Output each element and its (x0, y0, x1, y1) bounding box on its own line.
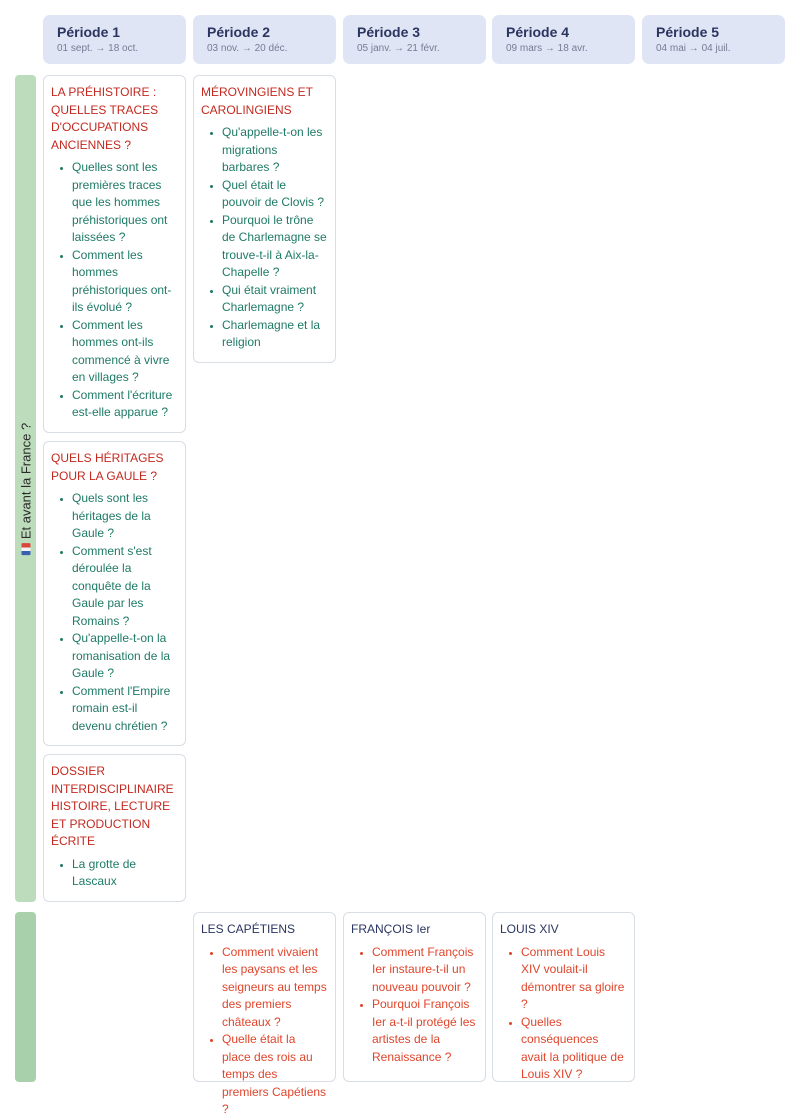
question-item[interactable]: • Qu'appelle-t-on la romanisation de la Gaule ? (72, 630, 177, 683)
question-item[interactable]: • Quels sont les héritages de la Gaule ? (72, 490, 177, 543)
question-list (51, 856, 177, 891)
question-item[interactable]: • Comment Louis XIV voulait-il démontrer sa gloire ? (521, 944, 626, 1014)
question-item[interactable]: • Comment s'est déroulée la conquête de la Gaule par les Romains ? (72, 543, 177, 631)
card-title: FRANÇOIS Ier (351, 922, 431, 936)
period-name: Période 4 (506, 24, 570, 40)
card-title: MÉROVINGIENS ET CAROLINGIENS (201, 85, 313, 117)
question-item[interactable]: • Comment l'Empire romain est-il devenu chrétien ? (72, 683, 177, 736)
question-list (351, 944, 477, 1067)
card-prehistoire[interactable] (43, 75, 186, 433)
theme-label (18, 422, 33, 554)
card-louis[interactable] (492, 912, 635, 1082)
question-item[interactable]: • Quelles sont les premières traces que les hommes préhistoriques ont laissées ? (72, 159, 177, 247)
period-name: Période 2 (207, 24, 271, 40)
theme-band-avant-france[interactable] (15, 75, 36, 902)
card-title: LES CAPÉTIENS (201, 922, 296, 936)
question-list (51, 490, 177, 735)
flag-icon (21, 543, 30, 555)
question-item[interactable]: • Comment vivaient les paysans et les seigneurs au temps des premiers châteaux ? (222, 944, 327, 1032)
question-item[interactable]: • Qu'appelle-t-on les migrations barbares ? (222, 124, 327, 177)
question-list (51, 159, 177, 422)
period-header-4 (492, 15, 635, 64)
period-name: Période 3 (357, 24, 421, 40)
question-item[interactable]: • Pourquoi François Ier a-t-il protégé les artistes de la Renaissance ? (372, 996, 477, 1066)
question-item[interactable]: • Quel était le pouvoir de Clovis ? (222, 177, 327, 212)
period-dates: 05 janv. → 21 févr. (357, 43, 440, 54)
period-name: Période 1 (57, 24, 121, 40)
card-title: QUELS HÉRITAGES POUR LA GAULE ? (51, 451, 164, 483)
period-header-5 (642, 15, 785, 64)
question-list (500, 944, 626, 1084)
period-header-2 (193, 15, 336, 64)
question-item[interactable]: • Comment les hommes ont-ils commencé à vivre en villages ? (72, 317, 177, 387)
question-item[interactable]: • Qui était vraiment Charlemagne ? (222, 282, 327, 317)
question-item[interactable]: • La grotte de Lascaux (72, 856, 177, 891)
question-item[interactable]: • Comment François Ier instaure-t-il un nouveau pouvoir ? (372, 944, 477, 997)
question-item[interactable]: • Quelles conséquences avait la politique de Louis XIV ? (521, 1014, 626, 1084)
period-dates: 01 sept. → 18 oct. (57, 43, 139, 54)
period-dates: 03 nov. → 20 déc. (207, 43, 288, 54)
card-capetiens[interactable] (193, 912, 336, 1116)
question-item[interactable]: • Comment l'écriture est-elle apparue ? (72, 387, 177, 422)
period-dates: 09 mars → 18 avr. (506, 43, 588, 54)
card-merovingiens[interactable] (193, 75, 336, 363)
card-dossier[interactable] (43, 754, 186, 902)
period-name: Période 5 (656, 24, 720, 40)
period-dates: 04 mai → 04 juil. (656, 43, 731, 54)
card-gaule[interactable] (43, 441, 186, 746)
card-title: DOSSIER INTERDISCIPLINAIRE HISTOIRE, LECTURE ET PRODUCTION ÉCRITE (51, 764, 174, 848)
theme-label-text: Et avant la France ? (18, 422, 33, 539)
card-francois[interactable] (343, 912, 486, 1082)
question-item[interactable]: • Charlemagne et la religion (222, 317, 327, 352)
question-item[interactable]: • Quelle était la place des rois au temps des premiers Capétiens ? (222, 1031, 327, 1119)
question-item[interactable]: • Comment les hommes préhistoriques ont-ils évolué ? (72, 247, 177, 317)
question-item[interactable]: • Pourquoi le trône de Charlemagne se trouve-t-il à Aix-la-Chapelle ? (222, 212, 327, 282)
theme-band-2[interactable] (15, 912, 36, 1082)
card-title: LOUIS XIV (500, 922, 559, 936)
question-list (201, 124, 327, 352)
period-header-1 (43, 15, 186, 64)
card-title: LA PRÉHISTOIRE : QUELLES TRACES D'OCCUPATIONS ANCIENNES ? (51, 85, 159, 152)
question-list (201, 944, 327, 1119)
period-header-3 (343, 15, 486, 64)
